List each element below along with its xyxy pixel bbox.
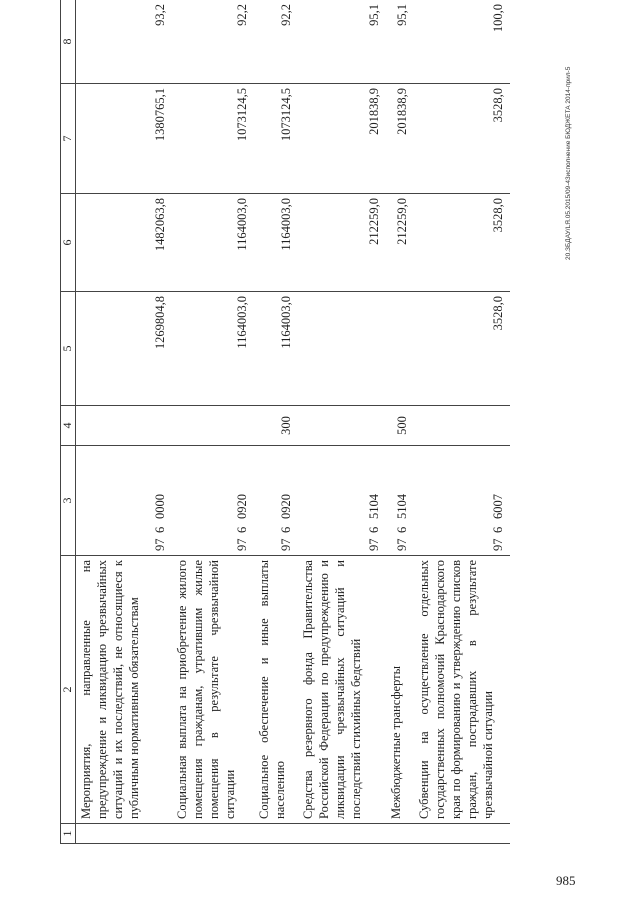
row-executed: 1380765,1 xyxy=(76,84,172,194)
row-executed: 1073124,5 xyxy=(172,84,254,194)
budget-table xyxy=(60,0,510,844)
row-budget: 1482063,8 xyxy=(76,194,172,292)
header-col-6: 6 xyxy=(61,194,76,292)
page-number: 985 xyxy=(556,873,576,888)
row-executed: 1073124,5 xyxy=(254,84,298,194)
header-col-3: 3 xyxy=(61,446,76,556)
row-percent: 92,2 xyxy=(172,0,254,84)
row-code: 9760000 xyxy=(76,446,172,556)
row-vr xyxy=(172,406,254,446)
row-plan: 3528,0 xyxy=(414,292,510,406)
row-vr: 500 xyxy=(386,406,414,446)
row-percent: 95,1 xyxy=(386,0,414,84)
rotated-page-content xyxy=(60,0,580,844)
row-name: Средства резервного фонда Правительства Российской Федерации по предупреждению и ликвидации чрезвычайных ситуаций и последствий стихийных бедствий xyxy=(298,556,386,824)
row-vr xyxy=(414,406,510,446)
row-budget: 3528,0 xyxy=(414,194,510,292)
header-col-7: 7 xyxy=(61,84,76,194)
row-budget: 1164003,0 xyxy=(172,194,254,292)
row-code: 9765104 xyxy=(386,446,414,556)
row-code: 9760920 xyxy=(254,446,298,556)
row-code: 9765104 xyxy=(298,446,386,556)
table-row xyxy=(386,0,414,844)
row-code: 9766007 xyxy=(414,446,510,556)
row-name: Мероприятия, направленные на предупреждение и ликвидацию чрезвычайных ситуаций и их последствий, не относящиеся к публичным нормативным обязательствам xyxy=(76,556,172,824)
row-budget: 212259,0 xyxy=(298,194,386,292)
row-plan xyxy=(298,292,386,406)
row-vr: 300 xyxy=(254,406,298,446)
row-vr xyxy=(298,406,386,446)
row-name: Социальное обеспечение и иные выплаты населению xyxy=(254,556,298,824)
table-row xyxy=(414,0,510,844)
table-row xyxy=(254,0,298,844)
row-percent: 93,2 xyxy=(76,0,172,84)
row-budget: 1164003,0 xyxy=(254,194,298,292)
row-executed: 201838,9 xyxy=(298,84,386,194)
row-code: 9760920 xyxy=(172,446,254,556)
header-row xyxy=(61,0,76,844)
row-name: Межбюджетные трансферты xyxy=(386,556,414,824)
row-name: Субвенции на осуществление отдельных государственных полномочий Краснодарского края по формированию и утверждению списков граждан, пострадавших в результате чрезвычайной ситуации xyxy=(414,556,510,824)
row-vr xyxy=(76,406,172,446)
header-col-4: 4 xyxy=(61,406,76,446)
row-percent: 100,0 xyxy=(414,0,510,84)
table-row xyxy=(172,0,254,844)
row-plan: 1164003,0 xyxy=(172,292,254,406)
row-plan xyxy=(386,292,414,406)
row-budget: 212259,0 xyxy=(386,194,414,292)
header-col-8: 8 xyxy=(61,0,76,84)
table-row xyxy=(298,0,386,844)
row-plan: 1164003,0 xyxy=(254,292,298,406)
row-executed: 3528,0 xyxy=(414,84,510,194)
header-col-1: 1 xyxy=(61,824,76,844)
document-code: 20.ЗБДАУ/LЯ.05.2015/09-43исполнение БЮДЖЕТА 2014-прил-5 xyxy=(565,66,572,260)
row-name: Социальная выплата на приобретение жилого помещения гражданам, утратившим жилые помещения в результате чрезвычайной ситуации xyxy=(172,556,254,824)
header-col-2: 2 xyxy=(61,556,76,824)
row-percent: 92,2 xyxy=(254,0,298,84)
header-col-5: 5 xyxy=(61,292,76,406)
row-percent: 95,1 xyxy=(298,0,386,84)
table-row xyxy=(76,0,172,844)
row-executed: 201838,9 xyxy=(386,84,414,194)
row-plan: 1269804,8 xyxy=(76,292,172,406)
